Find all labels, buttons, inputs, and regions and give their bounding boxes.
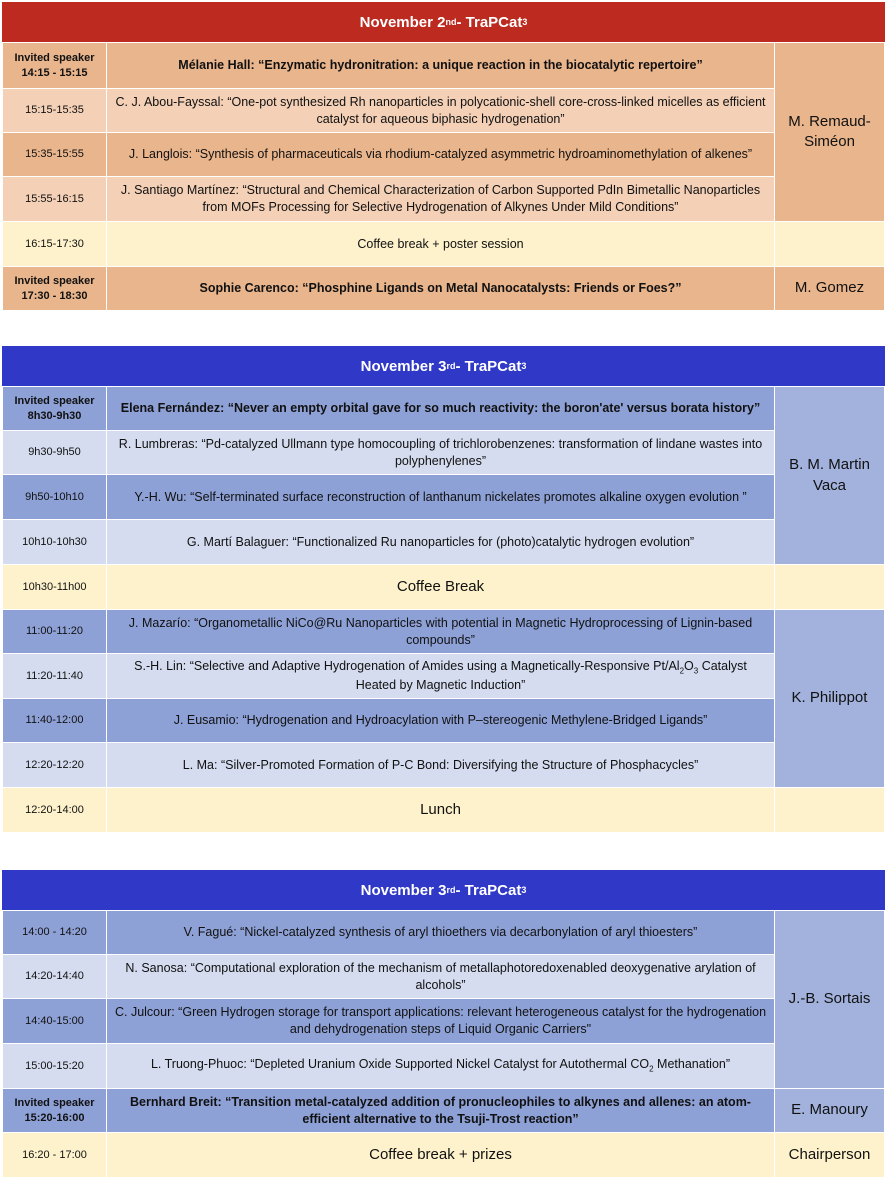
time-cell: 15:55-16:15: [3, 177, 107, 222]
time-cell: 16:15-17:30: [3, 222, 107, 267]
chairperson-cell: M. Gomez: [775, 267, 885, 311]
time-cell: 15:00-15:20: [3, 1044, 107, 1089]
talk-cell: V. Fagué: “Nickel-catalyzed synthesis of aryl thioethers via decarbonylation of aryl thioesters”: [107, 911, 775, 955]
schedule-table: [2, 42, 885, 311]
table-row: [3, 610, 885, 654]
table-row: [3, 1133, 885, 1178]
talk-cell: J. Mazarío: “Organometallic NiCo@Ru Nanoparticles with potential in Magnetic Hydroprocessing of Lignin-based compounds”: [107, 610, 775, 654]
time-cell: Invited speaker 15:20-16:00: [3, 1089, 107, 1133]
table-row: [3, 177, 885, 222]
chairperson-cell: [775, 565, 885, 610]
talk-cell: Lunch: [107, 788, 775, 833]
table-row: [3, 999, 885, 1044]
table-row: [3, 431, 885, 475]
time-cell: 9h50-10h10: [3, 475, 107, 520]
time-cell: 12:20-14:00: [3, 788, 107, 833]
talk-cell: J. Santiago Martínez: “Structural and Chemical Characterization of Carbon Supported PdIn Bimetallic Nanoparticles from MOFs Processing for Selective Hydrogenation of Alkynes Under Mild Conditions”: [107, 177, 775, 222]
time-cell: Invited speaker 8h30-9h30: [3, 387, 107, 431]
table-row: [3, 1044, 885, 1089]
chairperson-cell: E. Manoury: [775, 1089, 885, 1133]
time-cell: 11:40-12:00: [3, 699, 107, 743]
table-row: [3, 699, 885, 743]
session-nov3-afternoon: [2, 870, 885, 1178]
time-cell: 11:00-11:20: [3, 610, 107, 654]
chairperson-cell: K. Philippot: [775, 610, 885, 788]
section-header: November 3 rd - TraPCat 3: [2, 346, 885, 386]
talk-cell: N. Sanosa: “Computational exploration of the mechanism of metallaphotoredoxenabled deoxygenative arylation of alcohols”: [107, 955, 775, 999]
chairperson-cell: J.-B. Sortais: [775, 911, 885, 1089]
talk-cell: Elena Fernández: “Never an empty orbital gave for so much reactivity: the boron'ate' versus borata history”: [107, 387, 775, 431]
time-cell: 15:35-15:55: [3, 133, 107, 177]
talk-cell: Coffee break + poster session: [107, 222, 775, 267]
talk-cell: Mélanie Hall: “Enzymatic hydronitration: a unique reaction in the biocatalytic repertoire”: [107, 43, 775, 89]
time-cell: Invited speaker 17:30 - 18:30: [3, 267, 107, 311]
talk-cell: Y.-H. Wu: “Self-terminated surface reconstruction of lanthanum nickelates promotes alkaline oxygen evolution ”: [107, 475, 775, 520]
time-cell: 11:20-11:40: [3, 654, 107, 699]
talk-cell: G. Martí Balaguer: “Functionalized Ru nanoparticles for (photo)catalytic hydrogen evolution”: [107, 520, 775, 565]
table-row: [3, 955, 885, 999]
time-cell: Invited speaker 14:15 - 15:15: [3, 43, 107, 89]
table-row: [3, 911, 885, 955]
table-row: [3, 743, 885, 788]
time-cell: 14:00 - 14:20: [3, 911, 107, 955]
table-row: [3, 222, 885, 267]
time-cell: 9h30-9h50: [3, 431, 107, 475]
time-cell: 12:20-12:20: [3, 743, 107, 788]
talk-cell: C. J. Abou-Fayssal: “One-pot synthesized Rh nanoparticles in polycationic-shell core-cross-linked micelles as efficient catalyst for aqueous biphasic hydrogenation”: [107, 89, 775, 133]
table-row: [3, 387, 885, 431]
table-row: [3, 1089, 885, 1133]
talk-cell: C. Julcour: “Green Hydrogen storage for transport applications: relevant heterogeneous catalyst for the hydrogenation and dehydrogenation steps of Liquid Organic Carriers": [107, 999, 775, 1044]
time-cell: 10h30-11h00: [3, 565, 107, 610]
talk-cell: Coffee break + prizes: [107, 1133, 775, 1178]
table-row: [3, 267, 885, 311]
section-header: November 3 rd - TraPCat 3: [2, 870, 885, 910]
table-row: [3, 520, 885, 565]
talk-cell: L. Truong-Phuoc: “Depleted Uranium Oxide Supported Nickel Catalyst for Autothermal $CO_2$ Methanation”: [107, 1044, 775, 1089]
schedule-table: [2, 910, 885, 1178]
time-cell: 14:40-15:00: [3, 999, 107, 1044]
talk-cell: L. Ma: “Silver-Promoted Formation of P-C Bond: Diversifying the Structure of Phosphacycles”: [107, 743, 775, 788]
table-row: [3, 565, 885, 610]
table-row: [3, 654, 885, 699]
section-header: November 2 nd - TraPCat 3: [2, 2, 885, 42]
chairperson-cell: M. Remaud-Siméon: [775, 43, 885, 222]
table-row: [3, 89, 885, 133]
talk-cell: Bernhard Breit: “Transition metal-catalyzed addition of pronucleophiles to alkynes and allenes: an atom-efficient alternative to the Tsuji-Trost reaction”: [107, 1089, 775, 1133]
table-row: [3, 133, 885, 177]
time-cell: 16:20 - 17:00: [3, 1133, 107, 1178]
talk-cell: J. Langlois: “Synthesis of pharmaceuticals via rhodium-catalyzed asymmetric hydroaminomethylation of alkenes”: [107, 133, 775, 177]
table-row: [3, 43, 885, 89]
chairperson-cell: [775, 222, 885, 267]
chairperson-cell: B. M. Martin Vaca: [775, 387, 885, 565]
table-row: [3, 475, 885, 520]
talk-cell: S.-H. Lin: “Selective and Adaptive Hydrogenation of Amides using a Magnetically-Responsive $Pt/Al_2O_3$ Catalyst Heated by Magnetic Induction”: [107, 654, 775, 699]
chairperson-cell: Chairperson: [775, 1133, 885, 1178]
table-row: [3, 788, 885, 833]
time-cell: 14:20-14:40: [3, 955, 107, 999]
time-cell: 15:15-15:35: [3, 89, 107, 133]
session-nov2: [2, 2, 885, 311]
chairperson-cell: [775, 788, 885, 833]
talk-cell: J. Eusamio: “Hydrogenation and Hydroacylation with P–stereogenic Methylene-Bridged Ligands”: [107, 699, 775, 743]
talk-cell: Sophie Carenco: “Phosphine Ligands on Metal Nanocatalysts: Friends or Foes?”: [107, 267, 775, 311]
time-cell: 10h10-10h30: [3, 520, 107, 565]
session-nov3-morning: [2, 346, 885, 833]
schedule-table: [2, 386, 885, 833]
talk-cell: R. Lumbreras: “Pd-catalyzed Ullmann type homocoupling of trichlorobenzenes: transformation of lindane wastes into polyphenylenes”: [107, 431, 775, 475]
talk-cell: Coffee Break: [107, 565, 775, 610]
